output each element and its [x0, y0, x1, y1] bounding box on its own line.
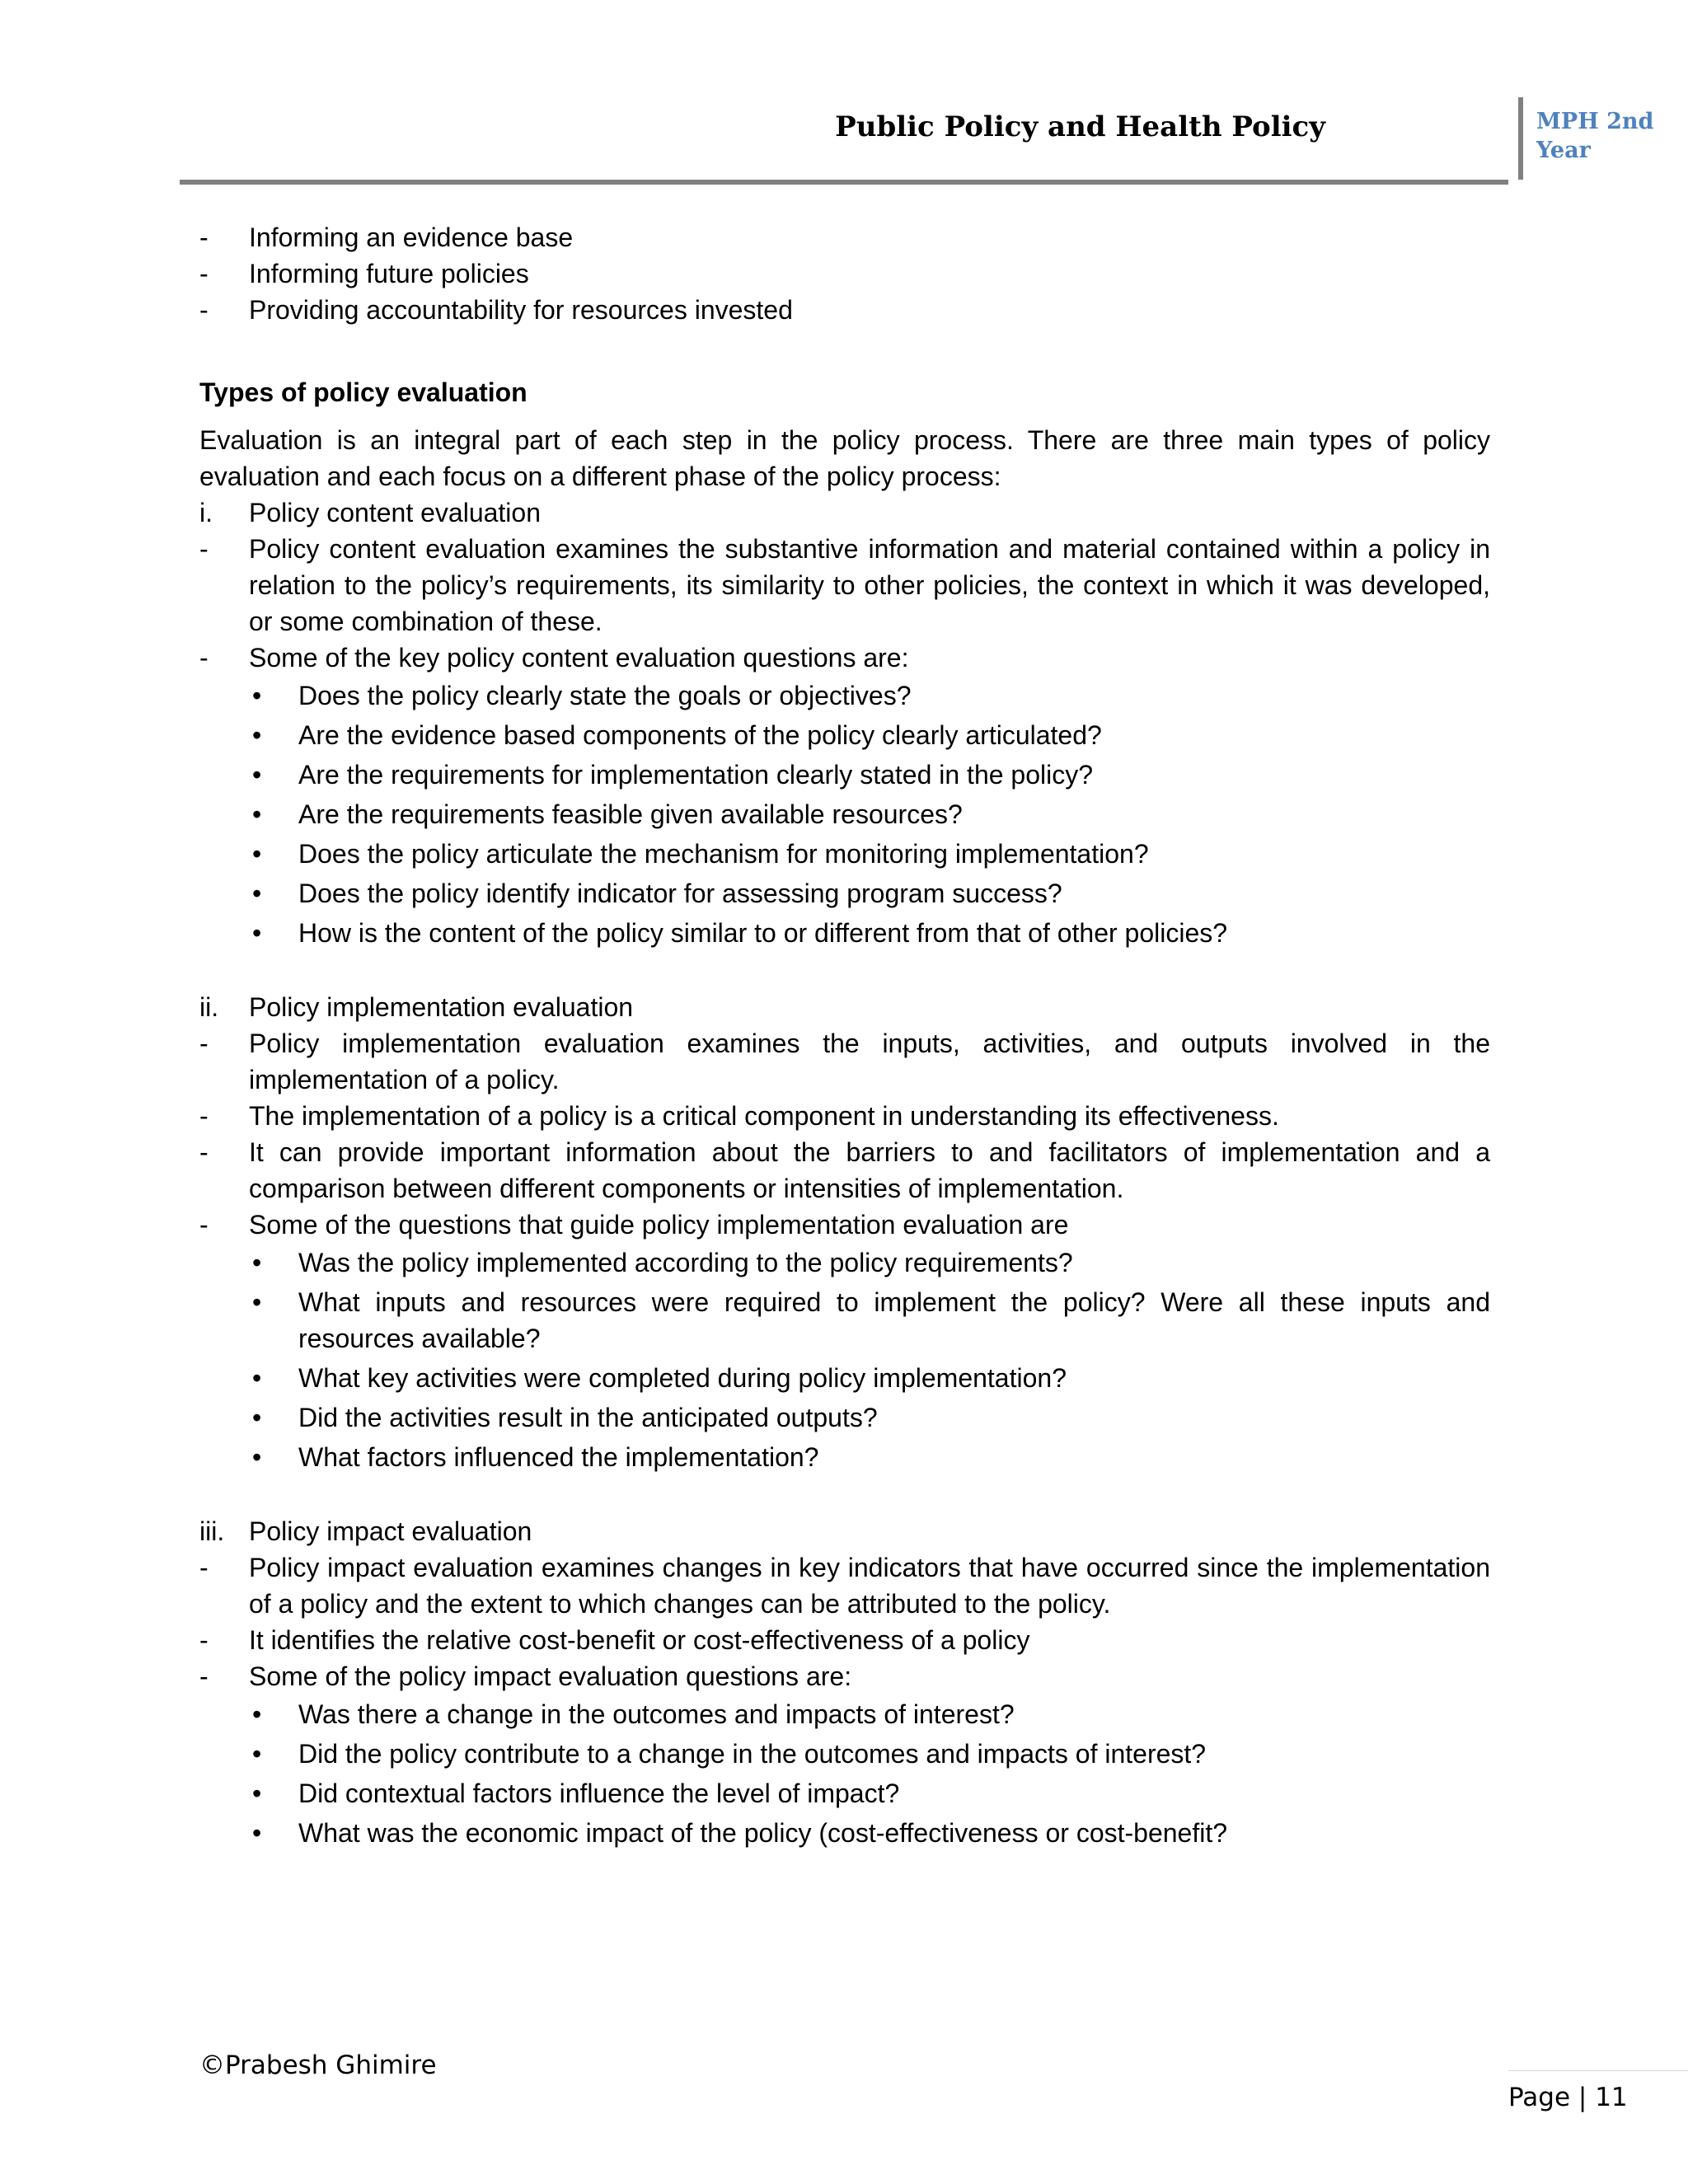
- bullet-marker: •: [252, 799, 262, 829]
- list-item-text: Some of the key policy content evaluation questions are:: [249, 643, 909, 673]
- dash-marker: -: [199, 534, 209, 564]
- bullet-marker: •: [252, 1818, 262, 1848]
- list-item: [199, 255, 1490, 292]
- dash-marker: -: [199, 1553, 209, 1582]
- dash-marker: -: [199, 1101, 209, 1131]
- page-number-box: [1508, 2070, 1688, 2121]
- bullet-marker: •: [252, 839, 262, 869]
- roman-numeral: iii.: [199, 1516, 225, 1546]
- header-course: MPH 2nd Year: [1536, 109, 1654, 163]
- list-item: [199, 1207, 1490, 1243]
- bullet-marker: •: [252, 1442, 262, 1472]
- dash-marker: -: [199, 643, 209, 673]
- question-item: [199, 1696, 1490, 1734]
- list-item: [199, 640, 1490, 676]
- question-item: [199, 836, 1490, 874]
- header-title: Public Policy and Health Policy: [835, 110, 1325, 143]
- section-intro: Evaluation is an integral part of each step in the policy process. There are three main types of policy evaluation and each focus on a different phase of the policy process:: [199, 425, 1490, 491]
- document-body: [199, 219, 1490, 1853]
- question-item: [199, 1736, 1490, 1774]
- list-item-text: Policy impact evaluation examines changes in key indicators that have occurred since the implementation of a policy and the extent to which changes can be attributed to the policy.: [249, 1553, 1490, 1619]
- question-item: [199, 717, 1490, 755]
- question-item: [199, 677, 1490, 715]
- list-item-text: Providing accountability for resources invested: [249, 295, 793, 325]
- question-item: [199, 1244, 1490, 1282]
- bullet-marker: •: [252, 879, 262, 908]
- dash-marker: -: [199, 1661, 209, 1691]
- bullet-marker: •: [252, 1287, 262, 1317]
- question-text: Are the evidence based components of the policy clearly articulated?: [298, 720, 1102, 750]
- footer-copyright: ©Prabesh Ghimire: [199, 2050, 437, 2080]
- question-item: [199, 1775, 1490, 1813]
- roman-numeral: ii.: [199, 992, 219, 1022]
- list-item-text: Some of the policy impact evaluation questions are:: [249, 1661, 852, 1691]
- question-text: What key activities were completed during policy implementation?: [298, 1363, 1067, 1393]
- list-item-text: It can provide important information about the barriers to and facilitators of implementation and a comparison between different components or intensities of implementation.: [249, 1137, 1490, 1203]
- bullet-marker: •: [252, 1248, 262, 1277]
- dash-marker: -: [199, 223, 209, 252]
- bullet-marker: •: [252, 1403, 262, 1432]
- question-text: Did the activities result in the anticipated outputs?: [298, 1403, 878, 1432]
- list-item: [199, 1622, 1490, 1658]
- list-item: [199, 1098, 1490, 1134]
- dash-marker: -: [199, 1625, 209, 1655]
- list-item-text: Some of the questions that guide policy implementation evaluation are: [249, 1210, 1069, 1240]
- bullet-marker: •: [252, 918, 262, 948]
- question-text: Does the policy clearly state the goals or objectives?: [298, 681, 912, 710]
- question-text: What was the economic impact of the policy (cost-effectiveness or cost-benefit?: [298, 1818, 1228, 1848]
- question-text: Did contextual factors influence the level of impact?: [298, 1779, 900, 1808]
- dash-marker: -: [199, 1137, 209, 1167]
- bullet-marker: •: [252, 681, 262, 710]
- page-header: [180, 97, 1654, 185]
- question-item: [199, 1360, 1490, 1398]
- question-text: Was the policy implemented according to the policy requirements?: [298, 1248, 1073, 1277]
- dash-marker: -: [199, 259, 209, 288]
- list-item: [199, 531, 1490, 640]
- list-item-text: It identifies the relative cost-benefit or cost-effectiveness of a policy: [249, 1625, 1030, 1655]
- dash-marker: -: [199, 1029, 209, 1058]
- section-spacer: [199, 1477, 1490, 1513]
- list-item: [199, 1134, 1490, 1207]
- bullet-marker: •: [252, 1779, 262, 1808]
- question-item: [199, 915, 1490, 953]
- question-text: What factors influenced the implementation?: [298, 1442, 819, 1472]
- question-text: Are the requirements feasible given available resources?: [298, 799, 963, 829]
- bullet-marker: •: [252, 720, 262, 750]
- page-number: Page | 11: [1508, 2083, 1628, 2112]
- type-title: Policy impact evaluation: [249, 1516, 532, 1546]
- dash-marker: -: [199, 295, 209, 325]
- question-text: Was there a change in the outcomes and impacts of interest?: [298, 1699, 1015, 1729]
- dash-marker: -: [199, 1210, 209, 1240]
- list-item-text: Informing future policies: [249, 259, 529, 288]
- header-divider: [1518, 97, 1523, 180]
- list-item: [199, 1025, 1490, 1098]
- question-item: [199, 1399, 1490, 1437]
- list-item-text: Informing an evidence base: [249, 223, 574, 252]
- question-item: [199, 875, 1490, 913]
- question-text: Are the requirements for implementation clearly stated in the policy?: [298, 760, 1094, 790]
- bullet-marker: •: [252, 1363, 262, 1393]
- bullet-marker: •: [252, 1699, 262, 1729]
- question-item: [199, 1284, 1490, 1358]
- list-item: [199, 219, 1490, 255]
- type-title-row: [199, 989, 1490, 1025]
- question-item: [199, 757, 1490, 794]
- type-title-row: [199, 494, 1490, 531]
- type-title-row: [199, 1513, 1490, 1549]
- question-item: [199, 1815, 1490, 1853]
- question-text: Does the policy articulate the mechanism for monitoring implementation?: [298, 839, 1149, 869]
- question-text: Does the policy identify indicator for assessing program success?: [298, 879, 1062, 908]
- type-title: Policy implementation evaluation: [249, 992, 634, 1022]
- question-item: [199, 796, 1490, 834]
- list-item: [199, 1658, 1490, 1694]
- section-spacer: [199, 953, 1490, 989]
- section-heading: Types of policy evaluation: [199, 377, 528, 407]
- list-item: [199, 1549, 1490, 1622]
- question-text: What inputs and resources were required to implement the policy? Were all these inputs and resources available?: [298, 1287, 1490, 1353]
- bullet-marker: •: [252, 760, 262, 790]
- question-text: How is the content of the policy similar to or different from that of other policies?: [298, 918, 1228, 948]
- list-item-text: Policy content evaluation examines the substantive information and material contained within a policy in relation to the policy’s requirements, its similarity to other policies, the context in which it was developed, or some combination of these.: [249, 534, 1490, 636]
- list-item: [199, 292, 1490, 328]
- roman-numeral: i.: [199, 498, 213, 527]
- list-item-text: Policy implementation evaluation examines the inputs, activities, and outputs involved in the implementation of a policy.: [249, 1029, 1490, 1094]
- question-item: [199, 1439, 1490, 1477]
- list-item-text: The implementation of a policy is a critical component in understanding its effectiveness.: [249, 1101, 1279, 1131]
- bullet-marker: •: [252, 1739, 262, 1769]
- type-title: Policy content evaluation: [249, 498, 541, 527]
- question-text: Did the policy contribute to a change in the outcomes and impacts of interest?: [298, 1739, 1207, 1769]
